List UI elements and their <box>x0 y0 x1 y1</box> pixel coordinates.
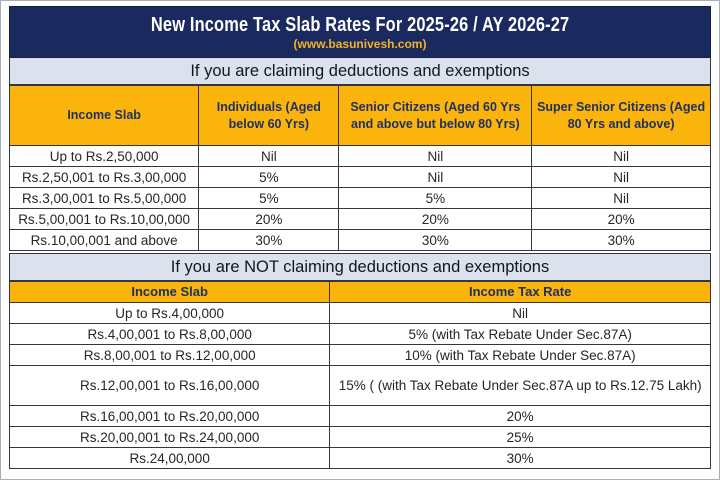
tax-rate-cell: 30% <box>199 230 339 251</box>
tax-rate-cell: Nil <box>199 146 339 167</box>
table-row <box>10 303 711 324</box>
tax-rate-cell: Nil <box>532 146 711 167</box>
income-slab-cell: Rs.12,00,001 to Rs.16,00,000 <box>10 366 330 406</box>
table-row <box>10 366 711 406</box>
table-row <box>10 448 711 469</box>
income-slab-cell: Rs.2,50,001 to Rs.3,00,000 <box>10 167 199 188</box>
income-slab-cell: Rs.10,00,001 and above <box>10 230 199 251</box>
column-header-income-slab: Income Slab <box>10 282 330 303</box>
new-regime-section-title: If you are NOT claiming deductions and exemptions <box>9 253 711 281</box>
new-regime-table <box>9 281 711 469</box>
tax-rate-cell: Nil <box>532 188 711 209</box>
website-text: (www.basunivesh.com) <box>293 37 427 51</box>
income-slab-cell: Up to Rs.4,00,000 <box>10 303 330 324</box>
tax-rate-cell: 30% <box>339 230 532 251</box>
table-row <box>10 324 711 345</box>
income-slab-cell: Rs.16,00,001 to Rs.20,00,000 <box>10 406 330 427</box>
table-row <box>10 230 711 251</box>
tax-rate-cell: 5% <box>339 188 532 209</box>
income-slab-cell: Rs.4,00,001 to Rs.8,00,000 <box>10 324 330 345</box>
table-row <box>10 209 711 230</box>
tax-rate-cell: 20% <box>199 209 339 230</box>
header-banner <box>9 6 711 58</box>
table-row <box>10 188 711 209</box>
income-slab-cell: Rs.5,00,001 to Rs.10,00,000 <box>10 209 199 230</box>
tax-rate-cell: Nil <box>330 303 711 324</box>
tax-rate-cell: 25% <box>330 427 711 448</box>
table-row <box>10 167 711 188</box>
tax-rate-cell: 30% <box>330 448 711 469</box>
old-regime-header-row <box>10 86 711 146</box>
column-header-individuals: Individuals (Aged below 60 Yrs) <box>199 86 339 146</box>
old-regime-section-title: If you are claiming deductions and exemptions <box>9 58 711 85</box>
tax-rate-cell: 5% (with Tax Rebate Under Sec.87A) <box>330 324 711 345</box>
tax-rate-cell: 15% ( (with Tax Rebate Under Sec.87A up to Rs.12.75 Lakh) <box>330 366 711 406</box>
table-row <box>10 406 711 427</box>
column-header-super-senior-citizens: Super Senior Citizens (Aged 80 Yrs and above) <box>532 86 711 146</box>
tax-rate-cell: 20% <box>532 209 711 230</box>
page-title: New Income Tax Slab Rates For 2025-26 / AY 2026-27 <box>150 14 570 36</box>
tax-rate-cell: Nil <box>339 167 532 188</box>
new-regime-header-row <box>10 282 711 303</box>
income-slab-cell: Rs.3,00,001 to Rs.5,00,000 <box>10 188 199 209</box>
column-header-income-tax-rate: Income Tax Rate <box>330 282 711 303</box>
table-row <box>10 345 711 366</box>
old-regime-table <box>9 85 711 251</box>
column-header-income-slab: Income Slab <box>10 86 199 146</box>
tax-rate-cell: 5% <box>199 188 339 209</box>
table-row <box>10 146 711 167</box>
column-header-senior-citizens: Senior Citizens (Aged 60 Yrs and above but below 80 Yrs) <box>339 86 532 146</box>
tax-rate-cell: Nil <box>339 146 532 167</box>
tax-rate-cell: Nil <box>532 167 711 188</box>
income-slab-cell: Up to Rs.2,50,000 <box>10 146 199 167</box>
income-slab-cell: Rs.24,00,000 <box>10 448 330 469</box>
tax-rate-cell: 30% <box>532 230 711 251</box>
income-slab-cell: Rs.8,00,001 to Rs.12,00,000 <box>10 345 330 366</box>
tax-rate-cell: 20% <box>330 406 711 427</box>
tax-rate-cell: 20% <box>339 209 532 230</box>
table-row <box>10 427 711 448</box>
tax-rate-cell: 5% <box>199 167 339 188</box>
tax-rate-cell: 10% (with Tax Rebate Under Sec.87A) <box>330 345 711 366</box>
income-slab-cell: Rs.20,00,001 to Rs.24,00,000 <box>10 427 330 448</box>
